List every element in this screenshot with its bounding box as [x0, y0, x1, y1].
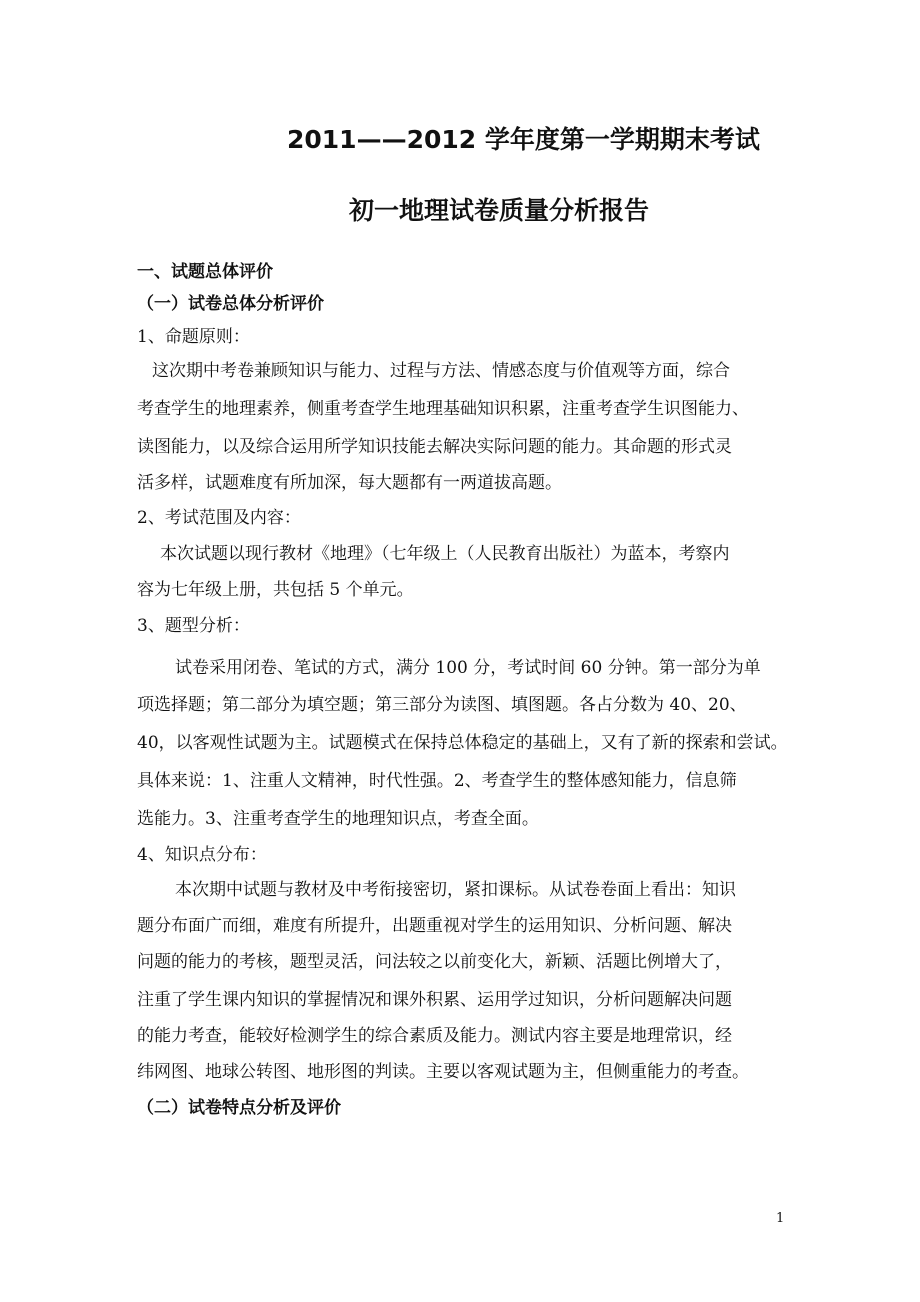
document-title-line1: 2011——2012 学年度第一学期期末考试: [287, 125, 760, 154]
page-number: 1: [776, 1211, 785, 1226]
item-label-knowledge-distribution: 4、知识点分布：: [137, 845, 267, 865]
paragraph-line: 纬网图、地球公转图、地形图的判读。主要以客观试题为主，但侧重能力的考查。: [137, 1062, 749, 1082]
section-heading-1: 一、试题总体评价: [137, 262, 273, 282]
item-label-scope: 2、考试范围及内容：: [137, 508, 301, 528]
paragraph-line: 40，以客观性试题为主。试题模式在保持总体稳定的基础上，又有了新的探索和尝试。: [137, 733, 788, 753]
paragraph-line: 本次试题以现行教材《地理》（七年级上（人民教育出版社）为蓝本，考察内: [160, 544, 730, 564]
paragraph-line: 选能力。3、注重考查学生的地理知识点，考查全面。: [137, 809, 539, 829]
item-label-question-types: 3、题型分析：: [137, 616, 250, 636]
paragraph-line: 读图能力，以及综合运用所学知识技能去解决实际问题的能力。其命题的形式灵: [137, 437, 732, 457]
paragraph-line: 这次期中考卷兼顾知识与能力、过程与方法、情感态度与价值观等方面，综合: [152, 361, 730, 381]
paragraph-line: 试卷采用闭卷、笔试的方式，满分 100 分，考试时间 60 分钟。第一部分为单: [175, 658, 761, 678]
document-title-line2: 初一地理试卷质量分析报告: [349, 196, 650, 225]
paragraph-line: 的能力考查，能较好检测学生的综合素质及能力。测试内容主要是地理常识，经: [137, 1026, 732, 1046]
subsection-heading-2: （二）试卷特点分析及评价: [137, 1098, 341, 1118]
paragraph-line: 活多样，试题难度有所加深，每大题都有一两道拔高题。: [137, 473, 562, 493]
paragraph-line: 项选择题；第二部分为填空题；第三部分为读图、填图题。各占分数为 40、20、: [137, 695, 747, 715]
subsection-heading-1: （一）试卷总体分析评价: [137, 294, 324, 314]
paragraph-line: 注重了学生课内知识的掌握情况和课外积累、运用学过知识，分析问题解决问题: [137, 990, 732, 1010]
paragraph-line: 本次期中试题与教材及中考衔接密切，紧扣课标。从试卷卷面上看出：知识: [175, 880, 736, 900]
paragraph-line: 问题的能力的考核，题型灵活，问法较之以前变化大，新颖、活题比例增大了，: [137, 952, 732, 972]
paragraph-line: 容为七年级上册，共包括 5 个单元。: [137, 580, 414, 600]
paragraph-line: 具体来说：1、注重人文精神，时代性强。2、考查学生的整体感知能力，信息筛: [137, 771, 737, 791]
paragraph-line: 考查学生的地理素养，侧重考查学生地理基础知识积累，注重考查学生识图能力、: [137, 399, 749, 419]
item-label-principles: 1、命题原则：: [137, 327, 250, 347]
paragraph-line: 题分布面广而细，难度有所提升，出题重视对学生的运用知识、分析问题、解决: [137, 916, 732, 936]
